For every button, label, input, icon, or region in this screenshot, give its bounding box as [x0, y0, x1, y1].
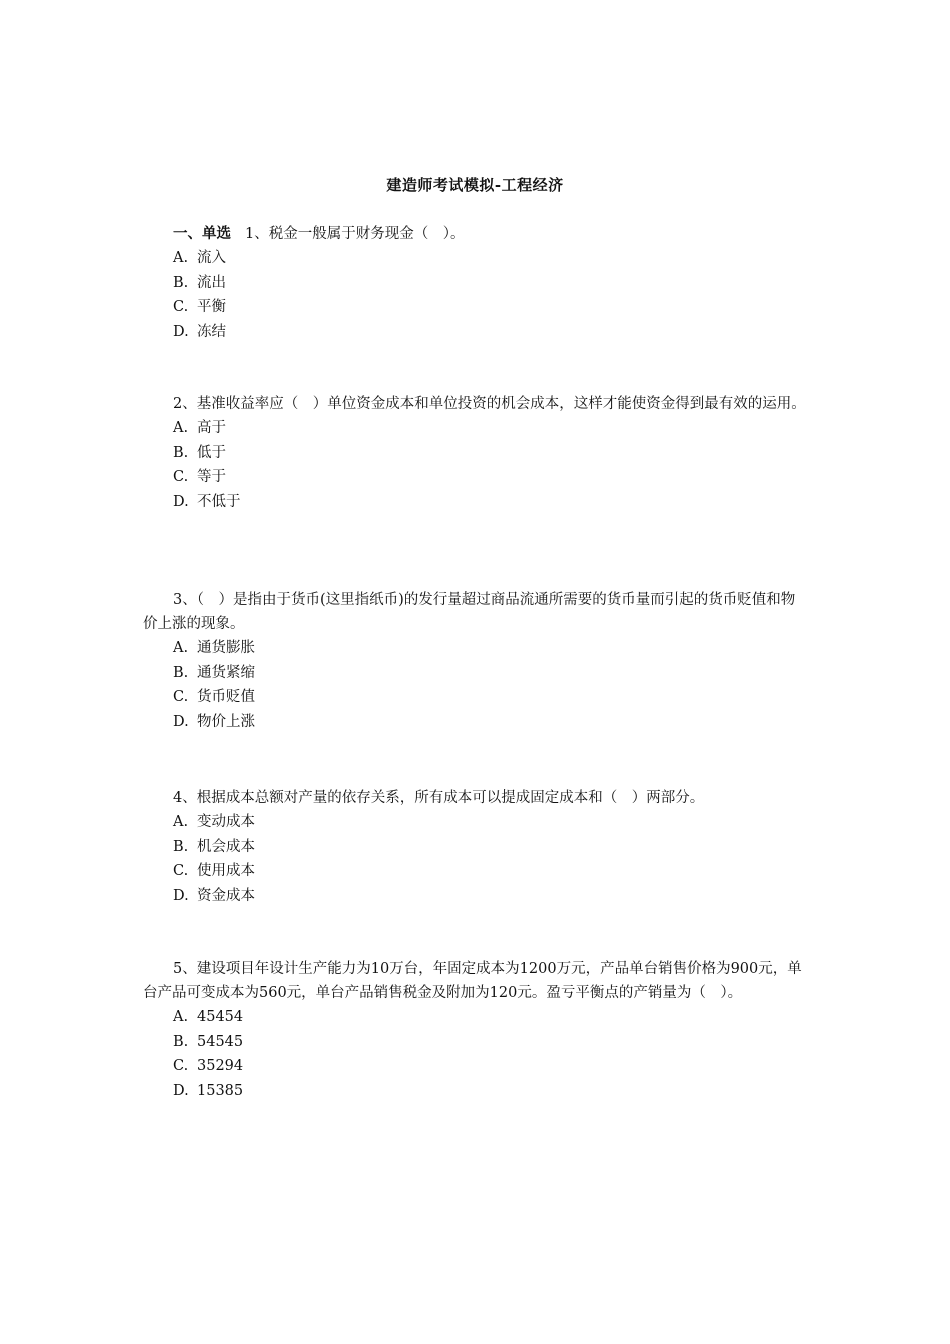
question-2: [143, 392, 808, 514]
option-a: A. 通货膨胀: [173, 640, 255, 656]
option-c: C. 35294: [173, 1058, 244, 1074]
option-c: C. 平衡: [173, 299, 226, 315]
option-b: B. 机会成本: [173, 838, 255, 855]
question-stem: [143, 222, 808, 246]
option-b: B. 54545: [173, 1033, 244, 1050]
option-d: D. 不低于: [173, 493, 241, 510]
question-stem: 2、基准收益率应（ ）单位资金成本和单位投资的机会成本，这样才能使资金得到最有效的运用。: [173, 396, 806, 412]
option-a: A. 高于: [173, 420, 226, 436]
option-b: B. 流出: [173, 274, 226, 291]
document-title: 建造师考试模拟-工程经济: [386, 176, 564, 194]
question-stem: 5、建设项目年设计生产能力为10万台，年固定成本为1200万元，产品单台销售价格为900元，单台产品可变成本为560元，单台产品销售税金及附加为120元。盈亏平衡点的产销量为（ ）。: [143, 961, 802, 1001]
option-a: A. 45454: [173, 1009, 244, 1025]
question-1: [143, 222, 808, 344]
option-a: A. 变动成本: [173, 814, 255, 830]
option-b: B. 通货紧缩: [173, 664, 255, 681]
option-b: B. 低于: [173, 444, 226, 461]
question-text: 1、税金一般属于财务现金（ ）。: [245, 226, 465, 242]
section-label: 一、单选: [173, 225, 231, 242]
option-a: A. 流入: [173, 250, 226, 266]
option-d: D. 冻结: [173, 323, 226, 340]
question-5: [143, 957, 808, 1103]
question-3: [143, 588, 808, 734]
option-c: C. 等于: [173, 469, 226, 485]
option-d: D. 资金成本: [173, 887, 255, 904]
question-4: [143, 786, 808, 908]
option-c: C. 货币贬值: [173, 689, 255, 705]
question-stem: 4、根据成本总额对产量的依存关系，所有成本可以提成固定成本和（ ）两部分。: [173, 790, 705, 806]
option-c: C. 使用成本: [173, 863, 255, 879]
option-d: D. 15385: [173, 1082, 244, 1099]
question-stem: 3、（ ）是指由于货币(这里指纸币)的发行量超过商品流通所需要的货币量而引起的货币贬值和物价上涨的现象。: [143, 592, 796, 632]
option-d: D. 物价上涨: [173, 713, 255, 730]
